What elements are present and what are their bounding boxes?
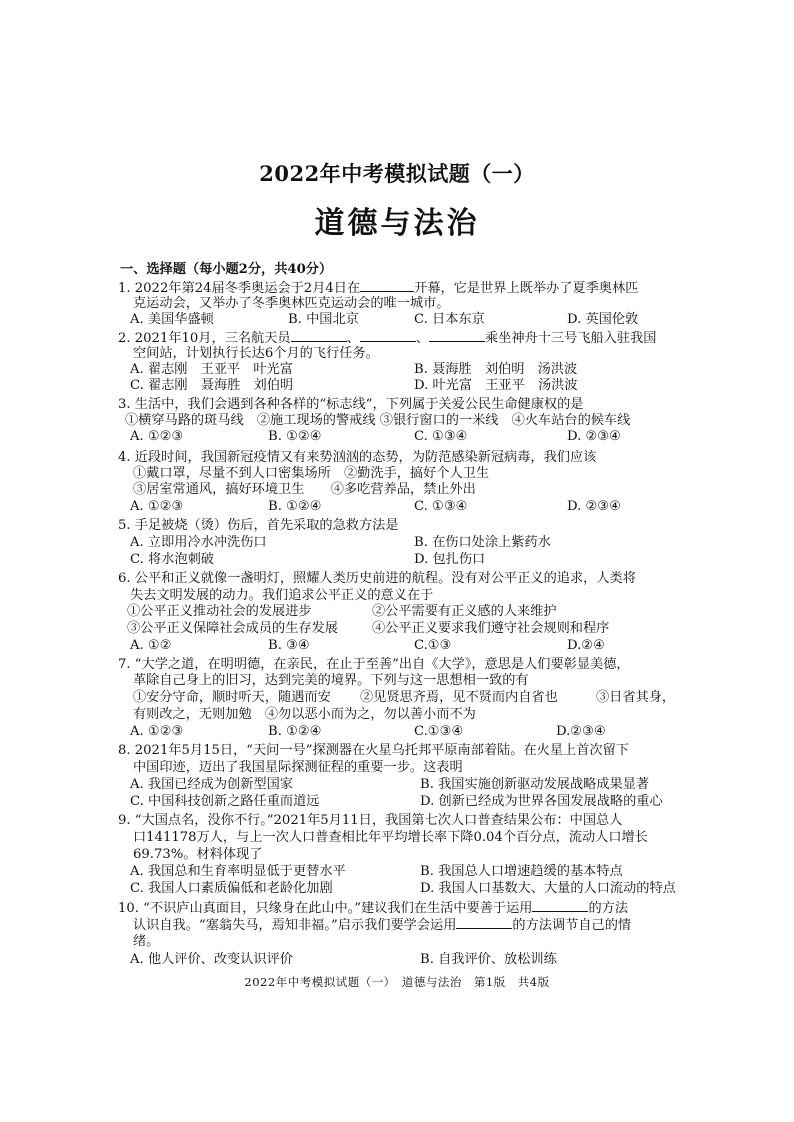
page-footer: 2022年中考模拟试题（一） 道德与法治 第1版 共4版 bbox=[244, 975, 550, 989]
option-c: C. ①③④ bbox=[414, 429, 468, 444]
statement: ④公平正义要求我们遵守社会规则和程序 bbox=[372, 621, 610, 636]
option-d: D. 叶光富 王亚平 汤洪波 bbox=[414, 378, 578, 393]
answer-blank bbox=[360, 280, 414, 292]
question-7-line-1: 7. “大学之道，在明明德，在亲民，在止于至善”出自《大学》，意思是人们要彰显美德， bbox=[118, 657, 630, 672]
option-d: D. 英国伦敦 bbox=[567, 312, 639, 327]
question-8-options-row-2 bbox=[0, 794, 794, 810]
statement: ①安分守命，顺时听天，随遇而安 bbox=[133, 690, 331, 705]
option-a: A. ①② bbox=[130, 638, 172, 653]
option-a: A. 我国已经成为创新型国家 bbox=[130, 777, 293, 792]
question-3-line-2: ①横穿马路的斑马线 ②施工现场的警戒线 ③银行窗口的一米线 ④火车站台的候车线 bbox=[125, 413, 631, 428]
separator: 、 bbox=[346, 331, 360, 346]
question-6-line-1: 6. 公平和正义就像一盏明灯，照耀人类历史前进的航程。没有对公平正义的追求，人类将 bbox=[118, 571, 636, 586]
question-7-statements-row-1 bbox=[0, 690, 794, 706]
question-text: 开幕，它是世界上既举办了夏季奥林匹 bbox=[414, 281, 639, 296]
answer-blank bbox=[360, 330, 416, 342]
question-2-options-row-2 bbox=[0, 378, 794, 394]
question-10-options bbox=[0, 952, 794, 968]
option-b: B. 聂海胜 刘伯明 汤洪波 bbox=[414, 362, 578, 377]
option-b: B. 我国实施创新驱动发展战略成果显著 bbox=[420, 777, 650, 792]
answer-blank bbox=[291, 330, 347, 342]
option-c: C. 将水泡刺破 bbox=[130, 552, 214, 567]
question-6-statements-row-2 bbox=[0, 621, 794, 637]
question-6-line-2: 失去文明发展的动力。我们追求公平正义的意义在于 bbox=[130, 588, 434, 603]
question-10-line-2 bbox=[133, 917, 631, 934]
question-1-line-1 bbox=[118, 280, 638, 297]
question-5-line-1: 5. 手足被烧（烫）伤后，首先采取的急救方法是 bbox=[118, 518, 399, 533]
question-1-options bbox=[0, 312, 794, 328]
option-a: A. 美国华盛顿 bbox=[130, 312, 214, 327]
question-3-options bbox=[0, 429, 794, 445]
question-7-line-4: 有则改之，无则加勉 ④勿以恶小而为之，勿以善小而不为 bbox=[133, 707, 476, 722]
question-6-options bbox=[0, 638, 794, 654]
question-8-line-1: 8. 2021年5月15日，“天问一号”探测器在火星乌托邦平原南部着陆。在火星上首次留下 bbox=[118, 743, 629, 758]
option-a: A. ①②③ bbox=[130, 429, 184, 444]
separator: 、 bbox=[415, 331, 429, 346]
answer-blank bbox=[532, 900, 588, 912]
question-7-options bbox=[0, 724, 794, 740]
option-d: D.②③④ bbox=[556, 724, 606, 739]
statement: ③公平正义保障社会成员的生存发展 bbox=[127, 621, 338, 636]
question-8-line-2: 中国印迹，迈出了我国星际探测征程的重要一步。这表明 bbox=[133, 760, 463, 775]
question-text: 10. “不识庐山真面目，只缘身在此山中。”建议我们在生活中要善于运用 bbox=[118, 901, 533, 916]
question-9-line-1: 9. “大国点名，没你不行。”2021年5月11日，我国第七次人口普查结果公布：中国总人 bbox=[118, 813, 623, 828]
option-c: C.①③④ bbox=[414, 724, 464, 739]
statement: ②见贤思齐焉，见不贤而内自省也 bbox=[360, 690, 558, 705]
question-1-line-2: 克运动会，又举办了冬季奥林匹克运动会的唯一城市。 bbox=[133, 296, 450, 311]
option-a: A. 翟志刚 王亚平 叶光富 bbox=[130, 362, 293, 377]
option-c: C. 翟志刚 聂海胜 刘伯明 bbox=[130, 378, 294, 393]
statement: ②公平需要有正义感的人来维护 bbox=[372, 604, 557, 619]
question-9-line-2: 口141178万人，与上一次人口普查相比年平均增长率下降0.04个百分点，流动人口增长 bbox=[133, 830, 648, 845]
option-d: D. ②③④ bbox=[567, 429, 621, 444]
question-2-line-1 bbox=[118, 330, 656, 347]
question-2-options-row-1 bbox=[0, 362, 794, 378]
option-b: B. ③④ bbox=[268, 638, 310, 653]
question-10-line-1 bbox=[118, 900, 628, 917]
question-2-line-2: 空间站，计划执行长达6个月的飞行任务。 bbox=[133, 346, 379, 361]
subject-title: 道德与法治 bbox=[314, 206, 480, 241]
option-d: D. ②③④ bbox=[567, 499, 621, 514]
question-10-line-3: 绪。 bbox=[133, 934, 160, 949]
option-b: B. ①②④ bbox=[268, 724, 322, 739]
section-heading: 一、选择题（每小题2分，共40分） bbox=[120, 262, 333, 277]
option-b: B. 自我评价、放松训练 bbox=[420, 952, 557, 967]
question-4-line-2: ①戴口罩，尽量不到人口密集场所 ②勤洗手，搞好个人卫生 bbox=[133, 466, 490, 481]
statement: ③日省其身， bbox=[596, 690, 676, 705]
question-4-line-1: 4. 近段时间，我国新冠疫情又有来势汹汹的态势，为防范感染新冠病毒，我们应该 bbox=[118, 450, 597, 465]
option-b: B. ①②④ bbox=[268, 499, 322, 514]
option-d: D. 我国人口基数大、大量的人口流动的特点 bbox=[420, 881, 676, 896]
option-a: A. ①②③ bbox=[130, 724, 184, 739]
option-b: B. 在伤口处涂上紫药水 bbox=[414, 535, 551, 550]
question-text: 乘坐神舟十三号飞船入驻我国 bbox=[485, 331, 657, 346]
question-4-options bbox=[0, 499, 794, 515]
exam-title: 2022年中考模拟试题（一） bbox=[259, 161, 535, 186]
option-c: C. 中国科技创新之路任重而道远 bbox=[130, 794, 320, 809]
question-9-line-3: 69.73%。材料体现了 bbox=[133, 847, 263, 862]
question-text: 的方法调节自己的情 bbox=[512, 918, 632, 933]
option-a: A. 立即用冷水冲洗伤口 bbox=[130, 535, 267, 550]
option-c: C. 日本东京 bbox=[414, 312, 485, 327]
option-b: B. 中国北京 bbox=[288, 312, 359, 327]
question-text: 1. 2022年第24届冬季奥运会于2月4日在 bbox=[118, 281, 361, 296]
statement: ①公平正义推动社会的发展进步 bbox=[127, 604, 312, 619]
answer-blank bbox=[456, 917, 512, 929]
question-3-line-1: 3. 生活中，我们会遇到各种各样的“标志线”，下列属于关爱公民生命健康权的是 bbox=[118, 397, 584, 412]
option-c: C. 我国人口素质偏低和老龄化加剧 bbox=[130, 881, 333, 896]
question-5-options-row-1 bbox=[0, 535, 794, 551]
question-4-line-3: ③居室常通风，搞好环境卫生 ④多吃营养品，禁止外出 bbox=[133, 482, 476, 497]
option-d: D. 包扎伤口 bbox=[414, 552, 486, 567]
question-text: 认识自我。“塞翁失马，焉知非福。”启示我们要学会运用 bbox=[133, 918, 457, 933]
question-8-options-row-1 bbox=[0, 777, 794, 793]
question-9-options-row-1 bbox=[0, 864, 794, 880]
option-a: A. 他人评价、改变认识评价 bbox=[130, 952, 293, 967]
option-b: B. ①②④ bbox=[268, 429, 322, 444]
option-a: A. ①②③ bbox=[130, 499, 184, 514]
question-9-options-row-2 bbox=[0, 881, 794, 897]
option-c: C.①③ bbox=[414, 638, 452, 653]
question-5-options-row-2 bbox=[0, 552, 794, 568]
option-d: D. 创新已经成为世界各国发展战略的重心 bbox=[420, 794, 663, 809]
question-6-statements-row-1 bbox=[0, 604, 794, 620]
question-7-line-2: 革除自己身上的旧习，达到完美的境界。下列与这一思想相一致的有 bbox=[133, 673, 529, 688]
option-d: D.②④ bbox=[567, 638, 605, 653]
option-c: C. ①③④ bbox=[414, 499, 468, 514]
question-text: 的方法 bbox=[588, 901, 629, 916]
option-b: B. 我国总人口增速趋缓的基本特点 bbox=[420, 864, 623, 879]
option-a: A. 我国总和生育率明显低于更替水平 bbox=[130, 864, 346, 879]
answer-blank bbox=[429, 330, 485, 342]
question-text: 2. 2021年10月，三名航天员 bbox=[118, 331, 291, 346]
